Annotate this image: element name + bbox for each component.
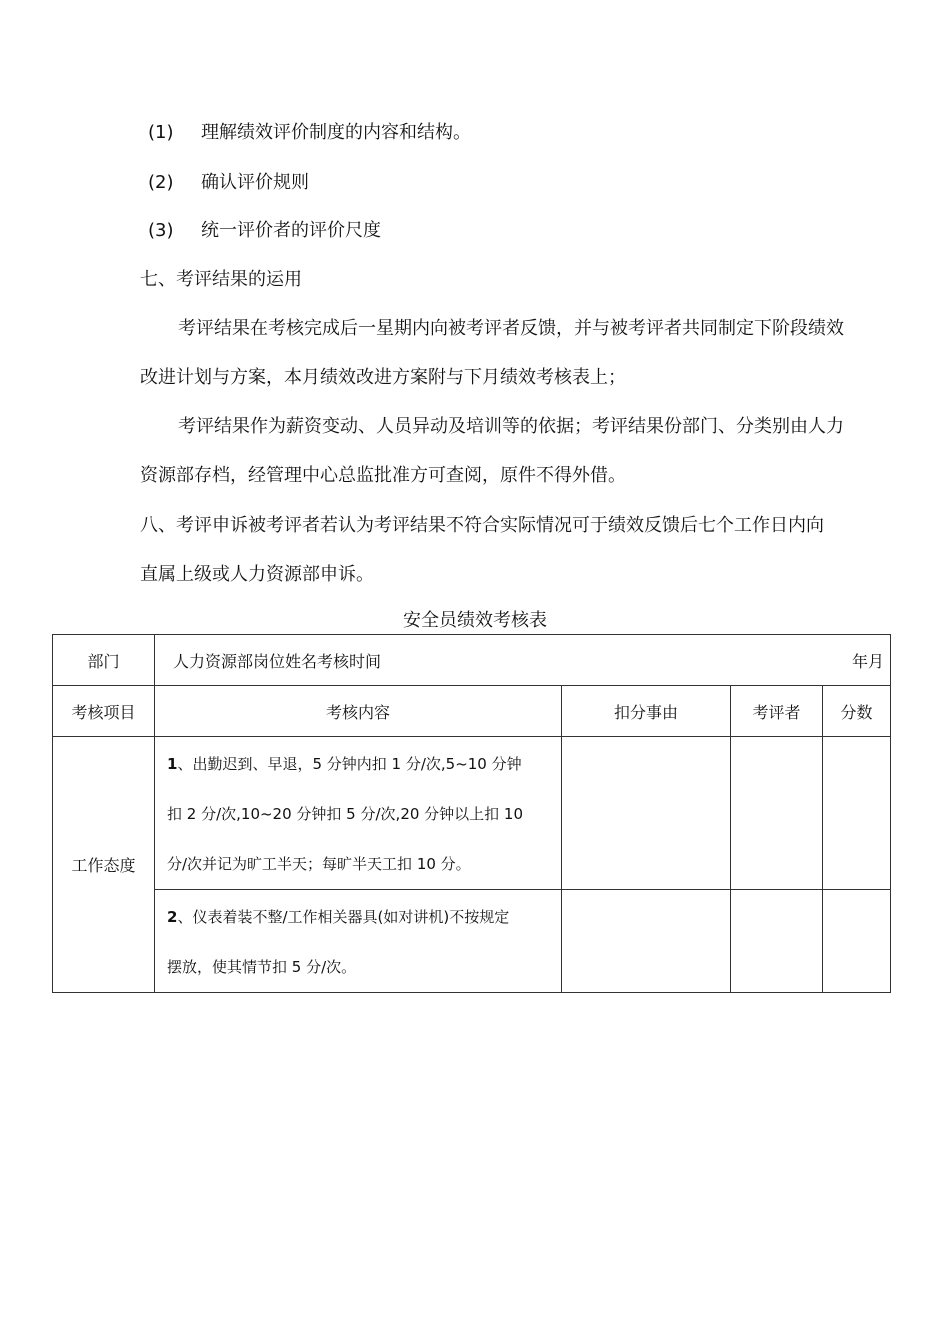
date-suffix: 年月 bbox=[852, 651, 885, 671]
category-cell: 工作态度 bbox=[53, 737, 155, 993]
paragraph-line: 考评结果作为薪资变动、人员异动及培训等的依据；考评结果份部门、分类别由人力 bbox=[178, 416, 844, 437]
reason-cell bbox=[562, 737, 731, 890]
list-item: 理解绩效评价制度的内容和结构。 bbox=[201, 122, 471, 143]
list-item: 统一评价者的评价尺度 bbox=[201, 220, 381, 241]
list-number: (2) bbox=[148, 172, 174, 193]
content-line: 1、出勤迟到、早退，5 分钟内扣 1 分/次,5~10 分钟 bbox=[167, 755, 522, 773]
dept-label-cell: 部门 bbox=[53, 635, 155, 686]
reason-cell bbox=[562, 890, 731, 993]
table-header-row bbox=[53, 686, 891, 737]
paragraph-line: 改进计划与方案，本月绩效改进方案附与下月绩效考核表上； bbox=[140, 367, 626, 388]
header-reason: 扣分事由 bbox=[562, 686, 731, 737]
header-content: 考核内容 bbox=[155, 686, 562, 737]
dept-value: 人力资源部岗位姓名考核时间 bbox=[173, 651, 382, 671]
content-line: 2、仪表着装不整/工作相关器具(如对讲机)不按规定 bbox=[167, 908, 510, 926]
score-cell bbox=[823, 890, 891, 993]
reviewer-cell bbox=[731, 890, 823, 993]
list-item: 确认评价规则 bbox=[201, 172, 309, 193]
paragraph-line: 直属上级或人力资源部申诉。 bbox=[140, 564, 374, 585]
table-caption: 安全员绩效考核表 bbox=[403, 610, 547, 631]
content-line: 摆放，使其情节扣 5 分/次。 bbox=[167, 958, 357, 976]
paragraph-line: 考评结果在考核完成后一星期内向被考评者反馈，并与被考评者共同制定下阶段绩效 bbox=[178, 318, 844, 339]
dept-value-cell bbox=[155, 635, 891, 686]
list-number: (1) bbox=[148, 122, 174, 143]
table-row bbox=[53, 635, 891, 686]
table-row bbox=[53, 890, 891, 993]
list-number: (3) bbox=[148, 220, 174, 241]
section-heading: 七、考评结果的运用 bbox=[140, 269, 302, 290]
content-cell bbox=[155, 890, 562, 993]
header-item: 考核项目 bbox=[53, 686, 155, 737]
paragraph-line: 八、考评申诉被考评者若认为考评结果不符合实际情况可于绩效反馈后七个工作日内向 bbox=[140, 515, 824, 536]
item-number: 2 bbox=[167, 908, 178, 926]
paragraph-line: 资源部存档，经管理中心总监批准方可查阅，原件不得外借。 bbox=[140, 465, 626, 486]
table-row bbox=[53, 737, 891, 890]
item-number: 1 bbox=[167, 755, 178, 773]
assessment-table bbox=[52, 634, 891, 993]
header-score: 分数 bbox=[823, 686, 891, 737]
content-line: 扣 2 分/次,10~20 分钟扣 5 分/次,20 分钟以上扣 10 bbox=[167, 805, 524, 823]
reviewer-cell bbox=[731, 737, 823, 890]
header-reviewer: 考评者 bbox=[731, 686, 823, 737]
content-cell bbox=[155, 737, 562, 890]
content-line: 分/次并记为旷工半天；每旷半天工扣 10 分。 bbox=[167, 855, 471, 873]
score-cell bbox=[823, 737, 891, 890]
